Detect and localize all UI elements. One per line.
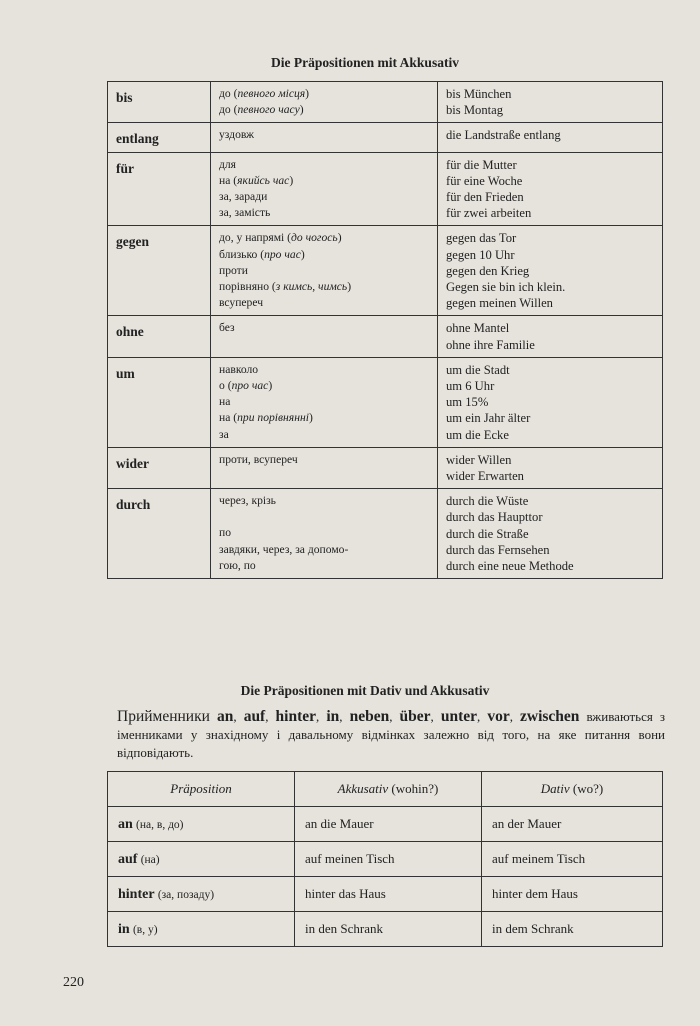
translation-line xyxy=(219,509,429,525)
translation-text: близько ( xyxy=(219,247,265,261)
translation-line xyxy=(219,157,429,173)
translation-cell xyxy=(211,152,438,226)
translation-text: на ( xyxy=(219,411,238,425)
example-line: um 6 Uhr xyxy=(446,379,495,394)
example-line: gegen den Krieg xyxy=(446,263,530,278)
translation-line xyxy=(219,230,429,246)
intro-lead: Прийменники xyxy=(117,708,210,725)
translation-text: про час xyxy=(231,379,269,393)
preposition-translation: (за, позаду) xyxy=(157,888,215,901)
example-line: bis München xyxy=(446,87,512,101)
translation-line xyxy=(219,320,429,336)
example-line: um die Ecke xyxy=(446,427,509,442)
translation-text: до чогось xyxy=(291,231,338,245)
translation-cell xyxy=(211,82,438,123)
example-line: wider Willen xyxy=(446,452,512,467)
example-line: die Landstraße entlang xyxy=(446,128,561,143)
header-akkusativ: Akkusativ (wohin?) xyxy=(295,772,482,807)
dativ-akkusativ-table-title: Die Präpositionen mit Dativ und Akkusativ xyxy=(240,683,490,698)
translation-line xyxy=(219,525,429,541)
translation-cell xyxy=(211,123,438,152)
translation-line xyxy=(219,279,429,295)
table-row xyxy=(108,447,663,488)
translation-cell xyxy=(211,316,438,357)
intro-rest: вживаються з іменниками у знахідному і давальному відмінках залежно від того, на яке питання вони відповідають. xyxy=(117,709,666,760)
intro-preposition: hinter xyxy=(275,708,317,725)
example-cell xyxy=(438,226,663,316)
header-dativ: Dativ (wo?) xyxy=(482,772,663,807)
example-cell xyxy=(438,447,663,488)
page-number: 220 xyxy=(63,975,84,990)
translation-line xyxy=(219,295,429,311)
preposition-cell: für xyxy=(108,152,211,226)
translation-text: по xyxy=(219,526,232,540)
example-line: durch das Haupttor xyxy=(446,510,543,525)
example-line: durch eine neue Methode xyxy=(446,559,574,574)
akkusativ-example: auf meinen Tisch xyxy=(295,842,482,877)
translation-cell xyxy=(211,226,438,316)
translation-cell xyxy=(211,489,438,579)
intro-paragraph xyxy=(117,708,665,762)
translation-text: певного часу xyxy=(237,103,300,117)
translation-text: порівняно ( xyxy=(219,280,276,294)
translation-text: о ( xyxy=(219,379,232,393)
translation-line xyxy=(219,394,429,410)
akkusativ-example: hinter das Haus xyxy=(295,877,482,912)
preposition-translation: (на) xyxy=(140,853,160,866)
intro-preposition: unter xyxy=(440,708,477,725)
dativ-akkusativ-table xyxy=(107,771,663,947)
intro-preposition: auf xyxy=(243,708,266,725)
translation-text: на xyxy=(219,395,231,409)
translation-text: гою, по xyxy=(219,558,256,572)
translation-line xyxy=(219,493,429,509)
translation-text: з кимсь, чимсь xyxy=(275,280,348,294)
preposition: auf xyxy=(118,851,138,867)
preposition-cell xyxy=(108,842,295,877)
intro-preposition: vor xyxy=(487,708,510,725)
akkusativ-prepositions-table xyxy=(107,81,663,579)
example-cell xyxy=(438,82,663,123)
translation-text: про час xyxy=(264,247,301,261)
translation-line xyxy=(219,427,429,443)
table-row xyxy=(108,877,663,912)
translation-line xyxy=(219,263,429,279)
example-line: ohne ihre Familie xyxy=(446,337,535,352)
example-cell xyxy=(438,357,663,447)
translation-cell xyxy=(211,357,438,447)
translation-line xyxy=(219,362,429,378)
preposition-cell xyxy=(108,807,295,842)
intro-preposition: an xyxy=(217,708,234,725)
table-row xyxy=(108,807,663,842)
example-line: durch das Fernsehen xyxy=(446,542,550,557)
translation-text: за xyxy=(219,427,229,441)
translation-text: певного місця xyxy=(237,87,306,100)
preposition: hinter xyxy=(118,886,155,902)
intro-preposition: neben xyxy=(349,708,390,725)
translation-line xyxy=(219,173,429,189)
preposition-cell: ohne xyxy=(108,316,211,357)
translation-line xyxy=(219,558,429,574)
intro-preposition: über xyxy=(399,708,431,725)
translation-line xyxy=(219,378,429,394)
dativ-example: hinter dem Haus xyxy=(482,877,663,912)
translation-text: ) xyxy=(308,411,313,425)
example-cell xyxy=(438,316,663,357)
preposition: in xyxy=(118,921,130,937)
preposition: an xyxy=(118,816,133,832)
preposition-translation: (на, в, до) xyxy=(136,818,184,831)
preposition-cell: gegen xyxy=(108,226,211,316)
translation-text: завдяки, через, за допомо- xyxy=(219,542,349,556)
dativ-example: an der Mauer xyxy=(482,807,663,842)
akkusativ-example: an die Mauer xyxy=(295,807,482,842)
translation-line xyxy=(219,86,429,102)
example-line: Gegen sie bin ich klein. xyxy=(446,280,566,295)
preposition-cell: wider xyxy=(108,447,211,488)
translation-text: ) xyxy=(289,173,294,187)
akkusativ-table-title: Die Präpositionen mit Akkusativ xyxy=(271,55,459,70)
dativ-example: in dem Schrank xyxy=(482,912,663,947)
example-line: gegen das Tor xyxy=(446,231,517,246)
translation-text: на ( xyxy=(219,173,238,187)
preposition-cell: bis xyxy=(108,82,211,123)
translation-text: за, замість xyxy=(219,206,271,220)
translation-line xyxy=(219,102,429,118)
translation-text: ) xyxy=(268,379,273,393)
dativ-example: auf meinem Tisch xyxy=(482,842,663,877)
example-cell xyxy=(438,152,663,226)
translation-line xyxy=(219,452,429,468)
translation-text: при порівнянні xyxy=(237,411,309,425)
translation-text: до ( xyxy=(219,87,238,100)
translation-text: якийсь час xyxy=(237,173,290,187)
translation-text: ) xyxy=(347,280,352,294)
example-line: gegen 10 Uhr xyxy=(446,247,515,262)
table-row xyxy=(108,912,663,947)
translation-text: проти xyxy=(219,263,248,277)
translation-line xyxy=(219,410,429,426)
header-preposition: Präposition xyxy=(108,772,295,807)
preposition-cell xyxy=(108,912,295,947)
example-line: um die Stadt xyxy=(446,362,510,377)
translation-text: всупереч xyxy=(219,296,264,310)
example-line: durch die Straße xyxy=(446,526,529,541)
akkusativ-example: in den Schrank xyxy=(295,912,482,947)
translation-text: до, у напрямі ( xyxy=(219,231,292,245)
translation-text: навколо xyxy=(219,362,259,376)
example-cell xyxy=(438,489,663,579)
intro-prepositions: an, auf, hinter, in, neben, über, unter, vor, zwischen xyxy=(217,708,580,725)
table-header-row xyxy=(108,772,663,807)
translation-cell xyxy=(211,447,438,488)
table-row xyxy=(108,123,663,152)
translation-text: без xyxy=(219,321,235,335)
translation-text: ) xyxy=(300,247,305,261)
translation-text: проти, всупереч xyxy=(219,452,298,466)
translation-text: за, заради xyxy=(219,190,268,204)
example-line: für den Frieden xyxy=(446,190,524,205)
example-line: wider Erwarten xyxy=(446,469,524,484)
translation-text: уздовж xyxy=(219,128,255,142)
intro-preposition: in xyxy=(326,708,340,725)
preposition-cell: durch xyxy=(108,489,211,579)
translation-text: для xyxy=(219,157,237,171)
translation-text: ) xyxy=(305,87,310,100)
example-cell xyxy=(438,123,663,152)
example-line: für die Mutter xyxy=(446,157,517,172)
table-row xyxy=(108,842,663,877)
translation-line xyxy=(219,247,429,263)
example-line: um ein Jahr älter xyxy=(446,411,531,426)
table-row xyxy=(108,152,663,226)
table-row xyxy=(108,489,663,579)
translation-line xyxy=(219,542,429,558)
translation-line xyxy=(219,205,429,221)
example-line: für eine Woche xyxy=(446,173,523,188)
translation-line xyxy=(219,189,429,205)
table-row xyxy=(108,82,663,123)
intro-preposition: zwischen xyxy=(520,708,580,725)
translation-text: до ( xyxy=(219,103,238,117)
translation-text: ) xyxy=(337,231,342,245)
table-row xyxy=(108,226,663,316)
example-line: ohne Mantel xyxy=(446,321,510,336)
preposition-cell xyxy=(108,877,295,912)
example-line: gegen meinen Willen xyxy=(446,296,553,311)
translation-text: ) xyxy=(299,103,304,117)
preposition-translation: (в, у) xyxy=(132,923,158,936)
example-line: bis Montag xyxy=(446,103,504,118)
example-line: durch die Wüste xyxy=(446,494,529,509)
table-row xyxy=(108,316,663,357)
preposition-cell: um xyxy=(108,357,211,447)
preposition-cell: entlang xyxy=(108,123,211,152)
translation-line xyxy=(219,127,429,143)
table-row xyxy=(108,357,663,447)
example-line: für zwei arbeiten xyxy=(446,206,532,221)
example-line: um 15% xyxy=(446,395,489,410)
translation-text: через, крізь xyxy=(219,494,276,508)
